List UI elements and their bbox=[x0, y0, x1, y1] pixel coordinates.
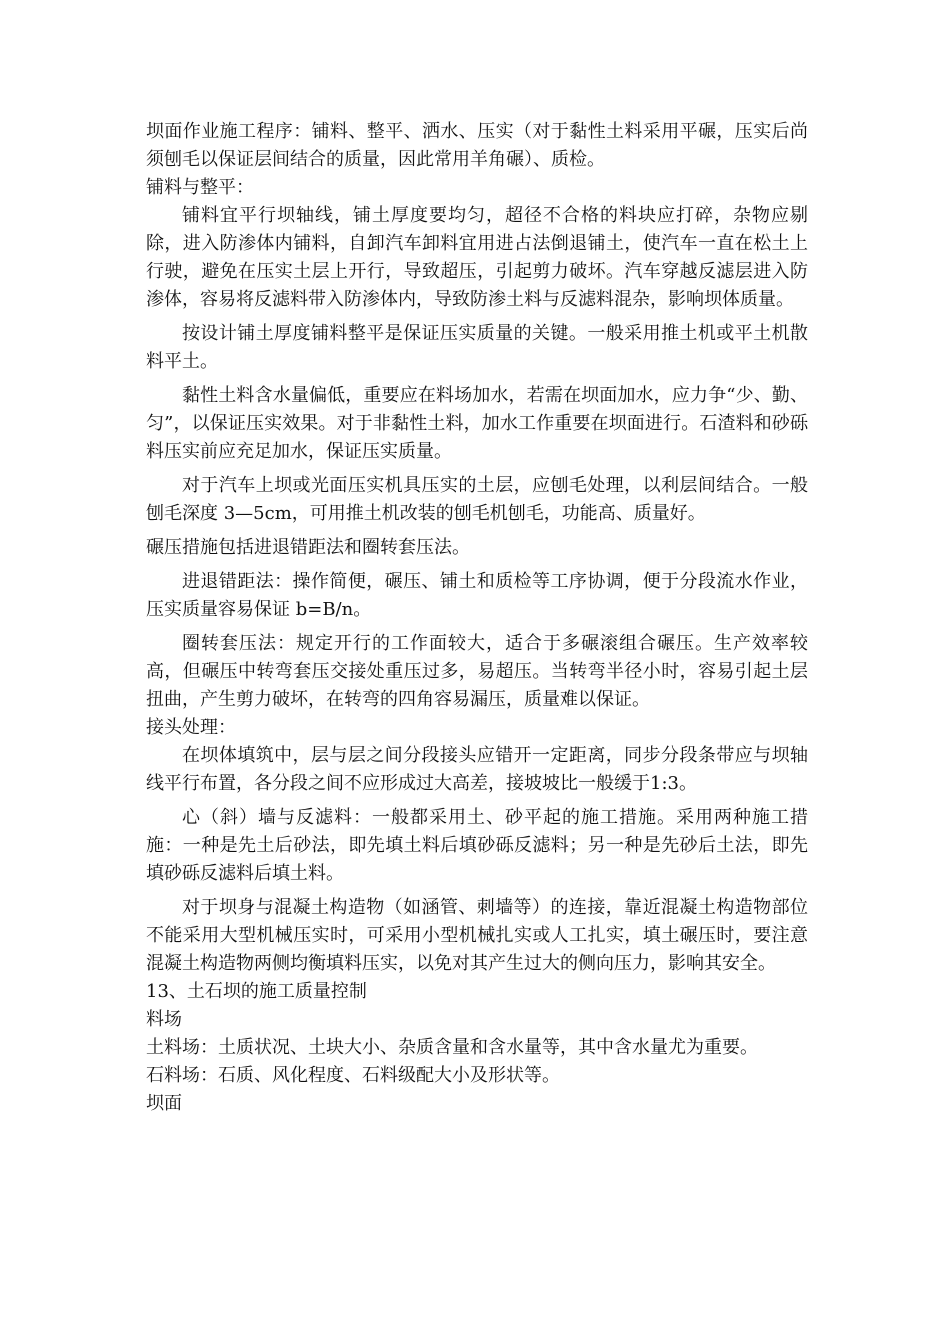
paragraph-circular-method: 圈转套压法：规定开行的工作面较大，适合于多碾滚组合碾压。生产效率较高，但碾压中转弯套压交接处重压过多，易超压。当转弯半径小时，容易引起土层扭曲，产生剪力破坏，在转弯的四角容易漏压，质量难以保证。 bbox=[146, 633, 808, 710]
paragraph-soil-borrow-area: 土料场：土质状况、土块大小、杂质含量和含水量等，其中含水量尤为重要。 bbox=[146, 1037, 758, 1058]
paragraph-leveling-thickness: 按设计铺土厚度铺料整平是保证压实质量的关键。一般采用推土机或平土机散料平土。 bbox=[146, 323, 808, 372]
paragraph-rolling-methods: 碾压措施包括进退错距法和圈转套压法。 bbox=[146, 537, 470, 558]
document-body bbox=[146, 118, 808, 1118]
heading-laying-and-leveling: 铺料与整平： bbox=[146, 177, 254, 198]
paragraph-staggered-method: 进退错距法：操作简便，碾压、铺土和质检等工序协调，便于分段流水作业，压实质量容易保证 b=B/n。 bbox=[146, 571, 808, 620]
heading-joint-treatment: 接头处理： bbox=[146, 717, 236, 738]
paragraph-core-wall-filter: 心（斜）墙与反滤料：一般都采用土、砂平起的施工措施。采用两种施工措施：一种是先土后砂法，即先填土料后填砂砾反滤料；另一种是先砂后土法，即先填砂砾反滤料后填土料。 bbox=[146, 807, 808, 884]
heading-dam-surface: 坝面 bbox=[146, 1093, 182, 1114]
paragraph-joint-treatment: 在坝体填筑中，层与层之间分段接头应错开一定距离，同步分段条带应与坝轴线平行布置，各分段之间不应形成过大高差，接坡坡比一般缓于1:3。 bbox=[146, 745, 808, 794]
paragraph-construction-procedure: 坝面作业施工程序：铺料、整平、洒水、压实（对于黏性土料采用平碾，压实后尚须刨毛以保证层间结合的质量，因此常用羊角碾）、质检。 bbox=[146, 121, 808, 170]
paragraph-laying-material: 铺料宜平行坝轴线，铺土厚度要均匀，超径不合格的料块应打碎，杂物应剔除，进入防渗体内铺料，自卸汽车卸料宜用进占法倒退铺土，使汽车一直在松土上行驶，避免在压实土层上开行，导致超压，引起剪力破坏。汽车穿越反滤层进入防渗体，容易将反滤料带入防渗体内，导致防渗土料与反滤料混杂，影响坝体质量。 bbox=[146, 205, 808, 310]
paragraph-scarifying: 对于汽车上坝或光面压实机具压实的土层，应刨毛处理，以利层间结合。一般刨毛深度 3—5cm，可用推土机改装的刨毛机刨毛，功能高、质量好。 bbox=[146, 475, 808, 524]
paragraph-concrete-structure-connection: 对于坝身与混凝土构造物（如涵管、刺墙等）的连接，靠近混凝土构造物部位不能采用大型机械压实时，可采用小型机械扎实或人工扎实，填土碾压时，要注意混凝土构造物两侧均衡填料压实，以免对其产生过大的侧向压力，影响其安全。 bbox=[146, 897, 808, 974]
paragraph-water-content: 黏性土料含水量偏低，重要应在料场加水，若需在坝面加水，应力争“少、勤、匀”，以保证压实效果。对于非黏性土料，加水工作重要在坝面进行。石渣料和砂砾料压实前应充足加水，保证压实质量。 bbox=[146, 385, 808, 462]
paragraph-stone-quarry: 石料场：石质、风化程度、石料级配大小及形状等。 bbox=[146, 1065, 560, 1086]
section-heading-quality-control: 13、土石坝的施工质量控制 bbox=[146, 981, 367, 1002]
heading-borrow-area: 料场 bbox=[146, 1009, 182, 1030]
